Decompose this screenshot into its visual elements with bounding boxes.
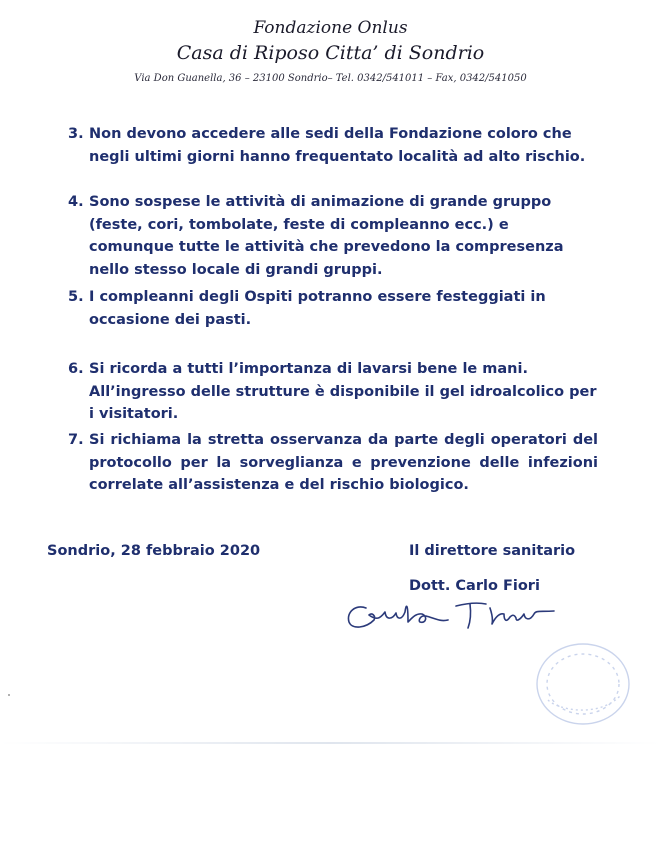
item-text: Si richiama la stretta osservanza da parte degli operatori del protocollo per la sorveglianza e prevenzione delle infezioni correlate all’assistenza e del rischio biologico. (89, 432, 598, 493)
scan-speck (8, 694, 10, 696)
handwritten-signature (342, 596, 562, 636)
letterhead-address: Via Don Guanella, 36 – 23100 Sondrio– Tel. 0342/541011 – Fax, 0342/541050 (134, 73, 527, 84)
list-item (68, 358, 598, 426)
list-item (68, 286, 598, 331)
item-number: 5. (68, 289, 84, 305)
item-number: 7. (68, 432, 84, 448)
item-text: Si ricorda a tutti l’importanza di lavarsi bene le mani. All’ingresso delle strutture è disponibile il gel idroalcolico per i visitatori. (89, 361, 597, 422)
list-item (68, 191, 598, 281)
item-number: 3. (68, 126, 84, 142)
list-item (68, 123, 598, 168)
item-text: Non devono accedere alle sedi della Fondazione coloro che negli ultimi giorni hanno frequentato località ad alto rischio. (89, 126, 586, 165)
list-item (68, 429, 598, 497)
signer-name: Dott. Carlo Fiori (409, 578, 540, 594)
item-text: Sono sospese le attività di animazione di grande gruppo (feste, cori, tombolate, feste di compleanno ecc.) e comunque tutte le attività che prevedono la compresenza nello stesso locale di grandi gruppi. (89, 194, 564, 278)
item-text: I compleanni degli Ospiti potranno essere festeggiati in occasione dei pasti. (89, 289, 546, 328)
letterhead-title: Fondazione Onlus (253, 18, 408, 38)
signer-role: Il direttore sanitario (409, 543, 576, 559)
letterhead-subtitle: Casa di Riposo Citta’ di Sondrio (176, 42, 485, 64)
faded-stamp (528, 640, 632, 728)
item-number: 6. (68, 361, 84, 377)
scan-fold-line (0, 742, 661, 744)
item-number: 4. (68, 194, 84, 210)
place-date: Sondrio, 28 febbraio 2020 (47, 543, 261, 559)
